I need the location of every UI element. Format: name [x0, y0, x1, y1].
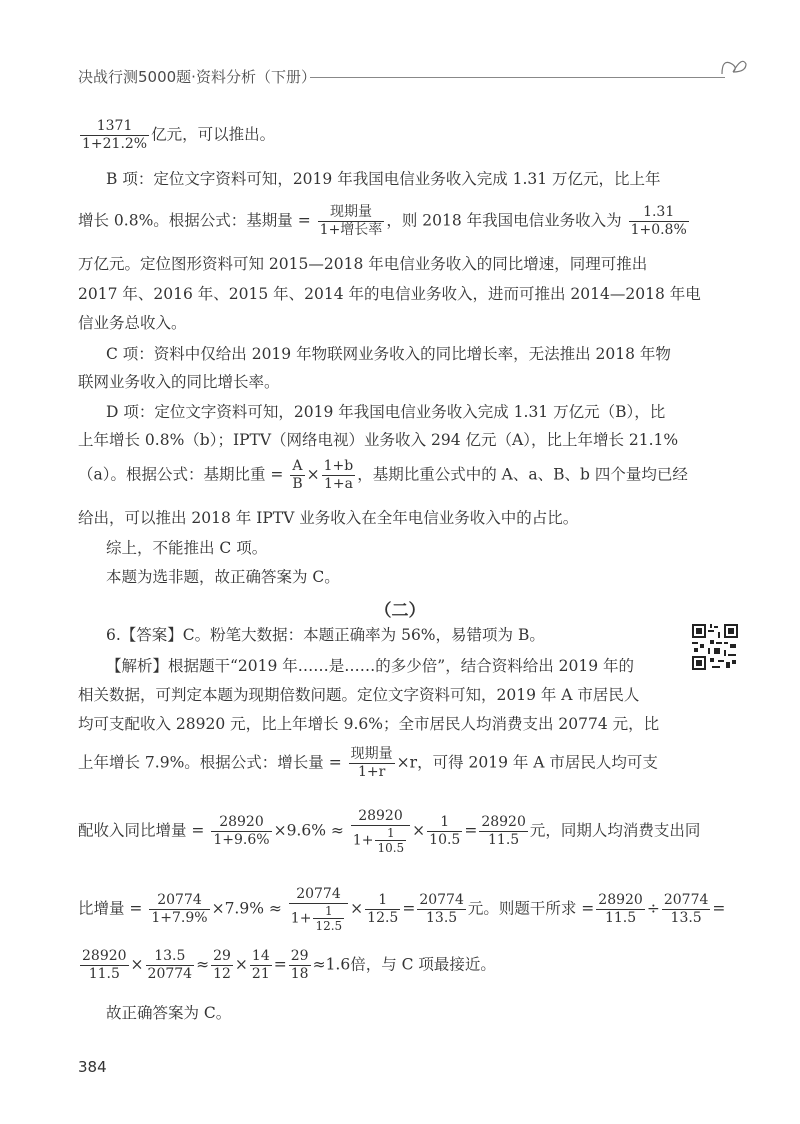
numerator: 28920	[598, 892, 643, 908]
analysis-line-4	[78, 746, 658, 781]
fraction	[318, 204, 385, 239]
text: ×	[130, 955, 144, 974]
denominator: 12	[213, 966, 231, 982]
header-rule	[310, 77, 725, 78]
numerator: 20774	[289, 886, 348, 904]
denominator: 20774	[147, 966, 193, 982]
option-d-line-3: （a）。根据公式：基期比重 = $\frac{A}{B}$ × $\frac{1+b}{1+a}$ ，基期比重公式中的 A、a、B、b 四个量均已经	[78, 458, 688, 492]
fraction	[146, 948, 195, 983]
option-d-line-1: D 项：定位文字资料可知，2019 年我国电信业务收入完成 1.31 万亿元（B），比	[106, 403, 666, 421]
text: ≈	[196, 955, 210, 974]
section-title: （二）	[374, 601, 426, 621]
denominator: 13.5	[670, 910, 702, 926]
denominator: 12.5	[367, 910, 399, 926]
numerator: 1	[365, 892, 400, 910]
numerator: 1	[313, 904, 344, 919]
denominator: B	[292, 476, 303, 492]
numerator: 1	[375, 826, 406, 841]
text: 增长 0.8%。根据公式：基期量 =	[78, 211, 311, 230]
numerator: 28920	[211, 814, 271, 832]
numerator: 现期量	[350, 746, 393, 762]
text: ×	[234, 955, 248, 974]
denominator	[351, 826, 410, 855]
numerator: 现期量	[318, 204, 385, 222]
denominator: 11.5	[604, 910, 637, 926]
summary-line-2: 本题为选非题，故正确答案为 C。	[106, 568, 340, 586]
fraction	[211, 948, 233, 983]
text: 元。则题干所求 =	[467, 899, 595, 918]
question-6-answer: 6.【答案】C。粉笔大数据：本题正确率为 56%，易错项为 B。	[106, 626, 545, 644]
fraction	[349, 746, 395, 781]
fraction	[289, 948, 311, 983]
denominator: 10.5	[429, 832, 461, 848]
text: ÷	[646, 899, 660, 918]
option-c-line-2: 联网业务收入的同比增长率。	[78, 373, 280, 391]
fraction	[662, 892, 711, 927]
numerator: 13.5	[146, 948, 195, 966]
analysis-line-1: 【解析】根据题干“2019 年……是……的多少倍”，结合资料给出 2019 年的	[106, 657, 635, 675]
text: 亿元，可以推出。	[151, 125, 276, 144]
fraction	[289, 886, 348, 933]
qr-code-icon	[690, 622, 740, 672]
option-b-line-5: 信业务总收入。	[78, 314, 187, 332]
denominator: 1+a	[323, 476, 353, 492]
analysis-line-3: 均可支配收入 28920 元，比上年增长 9.6%；全市居民人均消费支出 20774 元，比	[78, 715, 660, 733]
numerator: 29	[290, 948, 309, 964]
denominator: 1+0.8%	[630, 222, 687, 238]
fraction	[365, 892, 400, 927]
page-number: 384	[78, 1058, 107, 1076]
denominator: 11.5	[88, 966, 120, 982]
running-header: 决战行测5000题·资料分析（下册）	[78, 68, 316, 86]
final-answer: 故正确答案为 C。	[106, 1004, 232, 1022]
leaf-icon	[718, 50, 748, 78]
numerator: 28920	[351, 808, 410, 826]
numerator: A	[290, 458, 304, 476]
text: =	[712, 899, 726, 918]
option-b-line-4: 2017 年、2016 年、2015 年、2014 年的电信业务收入，进而可推出 2014—2018 年电	[78, 285, 701, 303]
denominator: 1+增长率	[319, 222, 383, 238]
denominator: 21	[251, 966, 270, 982]
denominator: 1+21.2%	[82, 136, 148, 152]
equation-line-3	[78, 948, 496, 983]
fraction	[211, 814, 271, 849]
denominator: 18	[290, 966, 309, 982]
fraction	[427, 814, 462, 849]
option-d-line-2: 上年增长 0.8%（b）；IPTV（网络电视）业务收入 294 亿元（A），比上年增长 21.1%	[78, 431, 679, 449]
fraction	[80, 948, 129, 983]
text: 元，同期人均消费支出同	[529, 821, 701, 840]
numerator: 29	[213, 948, 231, 964]
denominator: 11.5	[488, 832, 520, 848]
denominator: 1+r	[358, 764, 386, 780]
summary-line-1: 综上，不能推出 C 项。	[106, 539, 268, 557]
text: ×7.9% ≈	[211, 899, 282, 918]
option-b-line-2	[78, 204, 691, 239]
denominator: 13.5	[426, 910, 458, 926]
line-1	[78, 118, 275, 153]
denominator	[289, 904, 348, 933]
fraction	[479, 814, 528, 849]
fraction	[290, 458, 304, 493]
denominator: 10.5	[377, 841, 405, 855]
numerator: 1.31	[629, 204, 689, 222]
denominator: 12.5	[315, 919, 343, 933]
text: 上年增长 7.9%。根据公式：增长量 =	[78, 753, 342, 772]
text: ，则 2018 年我国电信业务收入为	[386, 211, 622, 230]
numerator: 1	[427, 814, 462, 832]
option-c-line-1: C 项：资料中仅给出 2019 年物联网业务收入的同比增长率，无法推出 2018 年物	[106, 345, 671, 363]
denominator: 1+9.6%	[213, 832, 270, 848]
analysis-line-2: 相关数据，可判定本题为现期倍数问题。定位文字资料可知，2019 年 A 市居民人	[78, 686, 640, 704]
text: =	[273, 955, 287, 974]
text: ，基期比重公式中的 A、a、B、b 四个量均已经	[357, 465, 688, 484]
denominator: 1+7.9%	[151, 910, 208, 926]
numerator: 14	[251, 948, 270, 964]
fraction	[417, 892, 466, 927]
option-d-line-4: 给出，可以推出 2018 年 IPTV 业务收入在全年电信业务收入中的占比。	[78, 509, 579, 527]
fraction	[596, 892, 645, 927]
option-b-line-3: 万亿元。定位图形资料可知 2015—2018 年电信业务收入的同比增速，同理可推出	[78, 255, 648, 273]
text: 比增量 =	[78, 899, 143, 918]
fraction	[313, 904, 344, 933]
text: 1+	[290, 910, 312, 927]
numerator: 28920	[82, 948, 127, 964]
numerator: 1371	[80, 118, 149, 136]
text: ×	[412, 821, 426, 840]
numerator: 20774	[419, 892, 464, 908]
fraction	[351, 808, 410, 855]
text: ×9.6% ≈	[273, 821, 344, 840]
text: ≈1.6倍，与 C 项最接近。	[312, 955, 496, 974]
equation-line-1	[78, 808, 700, 855]
fraction	[149, 892, 209, 927]
equation-line-2	[78, 886, 725, 933]
text: （a）。根据公式：基期比重 =	[78, 465, 284, 484]
fraction	[80, 118, 149, 153]
option-b-line-1: B 项：定位文字资料可知，2019 年我国电信业务收入完成 1.31 万亿元，比上年	[106, 170, 661, 188]
text: 1+	[352, 832, 374, 849]
text: =	[402, 899, 416, 918]
numerator: 20774	[663, 892, 709, 908]
numerator: 28920	[481, 814, 526, 830]
text: ×	[350, 899, 364, 918]
text: =	[464, 821, 478, 840]
fraction	[629, 204, 689, 239]
numerator: 20774	[149, 892, 209, 910]
text: ×r，可得 2019 年 A 市居民人均可支	[396, 753, 658, 772]
fraction	[322, 458, 356, 493]
fraction	[250, 948, 272, 983]
numerator: 1+b	[323, 458, 354, 474]
fraction	[375, 826, 406, 855]
text: 配收入同比增量 =	[78, 821, 205, 840]
